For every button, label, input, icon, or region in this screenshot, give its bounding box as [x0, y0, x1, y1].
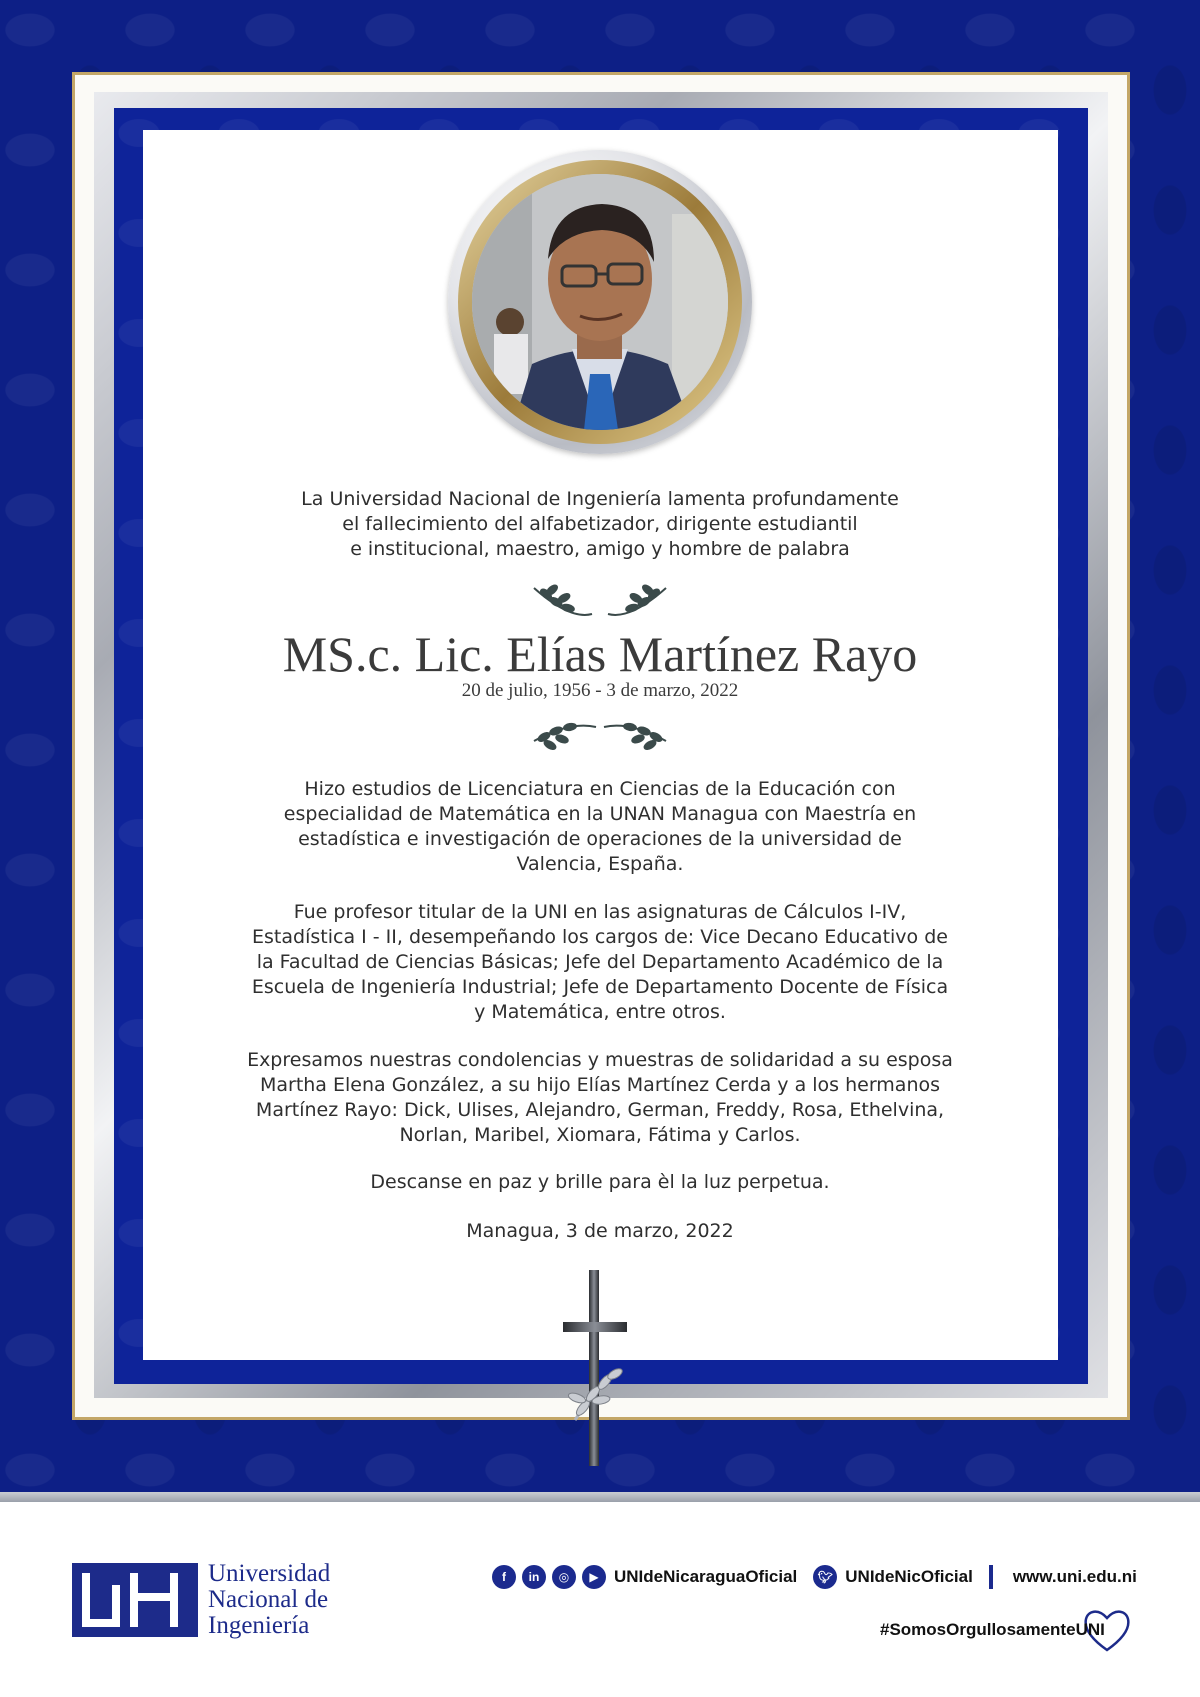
- intro-line: e institucional, maestro, amigo y hombre de palabra: [350, 538, 850, 560]
- website-link[interactable]: www.uni.edu.ni: [1012, 1567, 1137, 1586]
- paragraph-line: Norlan, Maribel, Xiomara, Fátima y Carlos.: [399, 1124, 801, 1146]
- paragraph-line: Martínez Rayo: Dick, Ulises, Alejandro, German, Freddy, Rosa, Ethelvina,: [255, 1099, 945, 1121]
- uni-logo[interactable]: [72, 1561, 347, 1641]
- intro-line: el fallecimiento del alfabetizador, dirigente estudiantil: [342, 513, 858, 535]
- cross-icon: [555, 1270, 635, 1466]
- place-date: Managua, 3 de marzo, 2022: [466, 1220, 734, 1242]
- laurel-icon: [530, 717, 670, 757]
- paragraph-line: estadística e investigación de operaciones de la universidad de: [298, 828, 902, 850]
- prayer-line: Descanse en paz y brille para èl la luz perpetua.: [370, 1171, 830, 1193]
- social-links: [492, 1562, 1137, 1592]
- facebook-icon[interactable]: f: [492, 1565, 516, 1589]
- instagram-icon[interactable]: ◎: [552, 1565, 576, 1589]
- paragraph-line: Fue profesor titular de la UNI en las asignaturas de Cálculos I-IV,: [293, 901, 907, 923]
- paragraph-line: Estadística I - II, desempeñando los cargos de: Vice Decano Educativo de: [252, 926, 948, 948]
- portrait-photo: [472, 174, 728, 430]
- youtube-icon[interactable]: ▶: [582, 1565, 606, 1589]
- silver-divider: [0, 1492, 1200, 1502]
- twitter-icon[interactable]: 🐦︎: [813, 1565, 837, 1589]
- logo-line: Universidad: [208, 1560, 331, 1587]
- portrait-gold-ring: [458, 160, 742, 444]
- studies-paragraph: [200, 777, 1000, 877]
- paragraph-line: Martha Elena González, a su hijo Elías Martínez Cerda y a los hermanos: [259, 1074, 941, 1096]
- logo-line: Ingeniería: [208, 1612, 310, 1639]
- paragraph-line: Expresamos nuestras condolencias y muestras de solidaridad a su esposa: [247, 1049, 953, 1071]
- deceased-name: MS.c. Lic. Elías Martínez Rayo: [282, 626, 918, 682]
- paragraph-line: Hizo estudios de Licenciatura en Ciencias de la Educación con: [304, 778, 896, 800]
- uni-logo-text: [208, 1561, 330, 1639]
- linkedin-icon[interactable]: in: [522, 1565, 546, 1589]
- person-silhouette-icon: [472, 174, 728, 430]
- hashtag-text: [880, 1620, 1105, 1640]
- uni-logo-mark-icon: [72, 1563, 198, 1637]
- logo-line: Nacional de: [208, 1586, 329, 1613]
- hashtag-prefix: #SomosOrgullosamente: [880, 1620, 1076, 1639]
- paragraph-line: Valencia, España.: [516, 853, 684, 875]
- condolences-paragraph: [200, 1048, 1000, 1148]
- paragraph-line: la Facultad de Ciencias Básicas; Jefe del Departamento Académico de la: [256, 951, 944, 973]
- portrait-frame: [448, 150, 752, 454]
- divider-bar: [989, 1565, 993, 1589]
- paragraph-line: y Matemática, entre otros.: [474, 1001, 726, 1023]
- life-dates: 20 de julio, 1956 - 3 de marzo, 2022: [461, 680, 739, 701]
- laurel-icon: [530, 580, 670, 620]
- paragraph-line: Escuela de Ingeniería Industrial; Jefe de Departamento Docente de Física: [251, 976, 949, 998]
- intro-text: [200, 487, 1000, 562]
- twitter-handle-link[interactable]: UNIdeNicOficial: [845, 1567, 973, 1586]
- facebook-handle-link[interactable]: UNIdeNicaraguaOficial: [614, 1567, 798, 1586]
- intro-line: La Universidad Nacional de Ingeniería lamenta profundamente: [301, 488, 899, 510]
- paragraph-line: especialidad de Matemática en la UNAN Managua con Maestría en: [283, 803, 917, 825]
- career-paragraph: [200, 900, 1000, 1025]
- hashtag-badge: [872, 1606, 1132, 1654]
- hashtag-suffix: UNI: [1075, 1620, 1105, 1639]
